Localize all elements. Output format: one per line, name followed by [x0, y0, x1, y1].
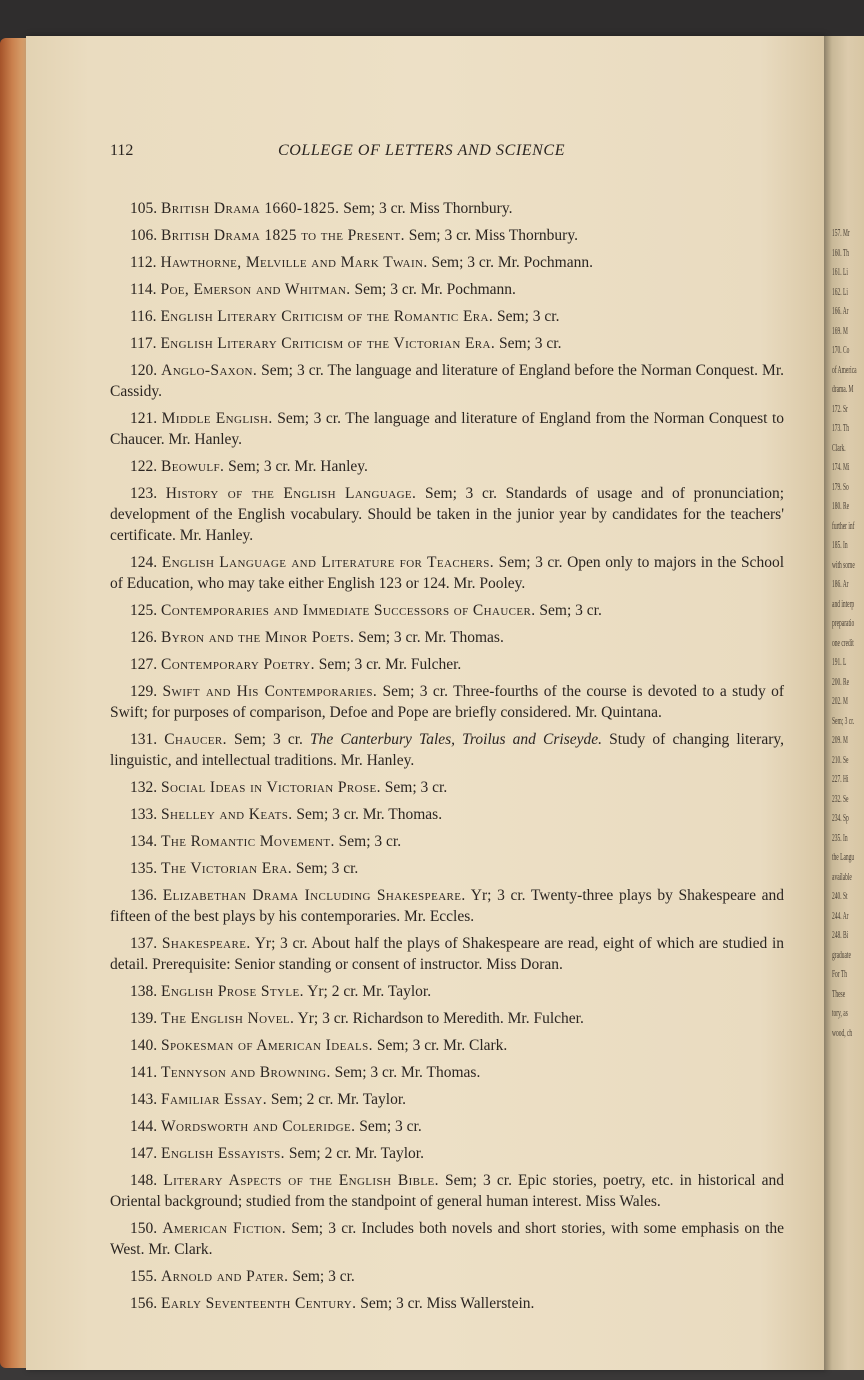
course-entry	[110, 408, 784, 450]
course-number: 125.	[130, 602, 158, 619]
course-number: 122.	[130, 458, 158, 475]
course-entry	[110, 279, 784, 300]
course-title: Beowulf.	[161, 458, 225, 475]
course-details: Sem; 3 cr. The language and literature of England from the Norman Conquest to Chaucer. Mr. Hanley.	[110, 410, 785, 448]
adjacent-page-fragment: with some	[832, 559, 855, 571]
course-number: 124.	[130, 554, 158, 571]
course-entry	[110, 831, 784, 852]
course-details: Sem; 3 cr.	[495, 335, 562, 352]
course-number: 143.	[130, 1091, 158, 1108]
course-number: 120.	[130, 362, 158, 379]
course-entry	[110, 681, 784, 723]
course-number: 156.	[130, 1295, 158, 1312]
course-entry	[110, 1035, 784, 1056]
course-entry	[110, 729, 784, 771]
course-title: Literary Aspects of the English Bible.	[163, 1172, 439, 1189]
course-details-cont: Study of changing literary, linguistic, and intellectual traditions. Mr. Hanley.	[110, 731, 784, 769]
course-details: Sem; 3 cr. Mr. Pochmann.	[350, 281, 516, 298]
course-title: Familiar Essay.	[161, 1091, 268, 1108]
page-header	[110, 142, 784, 166]
adjacent-page-fragment: 235. In	[832, 832, 848, 844]
course-title: Wordsworth and Coleridge.	[161, 1118, 356, 1135]
course-number: 126.	[130, 629, 158, 646]
course-entry	[110, 1062, 784, 1083]
course-title: Hawthorne, Melville and Mark Twain.	[160, 254, 428, 271]
course-title: Anglo-Saxon.	[161, 362, 258, 379]
course-title: Social Ideas in Victorian Prose.	[161, 779, 381, 796]
adjacent-page-fragment: preparatio	[832, 618, 855, 629]
course-title: Contemporary Poetry.	[161, 656, 315, 673]
course-details: Yr; 2 cr. Mr. Taylor.	[303, 983, 432, 1000]
course-entry	[110, 198, 784, 219]
course-title: History of the English Language.	[165, 485, 417, 502]
course-title: English Literary Criticism of the Romantic Era.	[160, 308, 494, 325]
course-title: The Victorian Era.	[161, 860, 292, 877]
course-number: 155.	[130, 1268, 158, 1285]
page-title: COLLEGE OF LETTERS AND SCIENCE	[278, 142, 566, 159]
course-title: British Drama 1825 to the Present.	[161, 227, 405, 244]
course-title: English Language and Literature for Teachers.	[161, 554, 495, 571]
course-number: 148.	[130, 1172, 158, 1189]
course-entry	[110, 1170, 784, 1212]
adjacent-page-fragment: 248. Bi	[832, 930, 849, 941]
course-number: 116.	[130, 308, 157, 325]
course-title: English Literary Criticism of the Victorian Era.	[160, 335, 496, 352]
course-entry	[110, 552, 784, 594]
course-number: 117.	[130, 335, 157, 352]
adjacent-page-fragment: 161. Li	[832, 267, 848, 278]
course-entry	[110, 333, 784, 354]
adjacent-page-fragment: 200. Re	[832, 676, 850, 688]
adjacent-page-fragment: 232. Se	[832, 793, 849, 805]
adjacent-page-fragment: 186. Ar	[832, 579, 849, 590]
course-entry	[110, 627, 784, 648]
adjacent-page-fragment: and interp	[832, 598, 855, 610]
course-list	[110, 198, 784, 1320]
course-number: 141.	[130, 1064, 158, 1081]
adjacent-page-strip	[824, 36, 864, 1370]
course-title: Arnold and Pater.	[161, 1268, 289, 1285]
adjacent-page-fragment: 202. M	[832, 696, 848, 707]
course-number: 137.	[130, 935, 158, 952]
course-details: Sem; 3 cr.	[288, 1268, 355, 1285]
course-entry	[110, 225, 784, 246]
course-number: 132.	[130, 779, 158, 796]
course-details: Sem; 2 cr. Mr. Taylor.	[267, 1091, 407, 1108]
adjacent-page-fragment: 172. Sr	[832, 403, 848, 415]
adjacent-page-fragment: 166. Ar	[832, 306, 849, 317]
course-entry	[110, 600, 784, 621]
course-entry	[110, 804, 784, 825]
course-title: Elizabethan Drama Including Shakespeare.	[162, 887, 466, 904]
course-title: The English Novel.	[161, 1010, 295, 1027]
course-details: Sem; 3 cr.	[355, 1118, 422, 1135]
course-details: Sem; 3 cr. Mr. Clark.	[372, 1037, 508, 1054]
course-number: 144.	[130, 1118, 158, 1135]
course-details: Sem; 3 cr. Mr. Fulcher.	[314, 656, 462, 673]
adjacent-page-fragment: of America	[832, 364, 857, 376]
course-entry	[110, 1089, 784, 1110]
course-title: English Prose Style.	[161, 983, 304, 1000]
adjacent-page-fragment: one credit	[832, 637, 854, 649]
course-number: 147.	[130, 1145, 158, 1162]
course-entry	[110, 1008, 784, 1029]
course-entry	[110, 456, 784, 477]
course-entry	[110, 1293, 784, 1314]
course-entry	[110, 1266, 784, 1287]
course-details: Sem; 3 cr. Open only to majors in the School of Education, who may take either English 123 or 124. Mr. Pooley.	[110, 554, 784, 592]
course-title: The Romantic Movement.	[161, 833, 335, 850]
course-details: Sem; 3 cr. Mr. Pochmann.	[427, 254, 593, 271]
course-title: Spokesman of American Ideals.	[161, 1037, 373, 1054]
course-number: 106.	[130, 227, 158, 244]
course-details: Sem; 3 cr. Mr. Thomas.	[330, 1064, 481, 1081]
adjacent-page-fragment: wood, ch	[832, 1027, 853, 1039]
course-details: Sem; 3 cr.	[291, 860, 359, 877]
course-details: Sem; 2 cr. Mr. Taylor.	[284, 1145, 424, 1162]
course-details: Sem; 3 cr. Standards of usage and of pronunciation; development of the English vocabulary. Should be taken in the junior year by candidates for the teachers' certificate. Mr. Hanley.	[110, 485, 785, 544]
course-number: 133.	[130, 806, 158, 823]
course-number: 135.	[130, 860, 158, 877]
adjacent-page-fragment: graduate	[832, 949, 851, 961]
adjacent-page-fragment: These	[832, 988, 846, 1000]
adjacent-page-fragment: further inf	[832, 520, 855, 532]
course-details: Sem; 3 cr.	[380, 779, 448, 796]
course-entry	[110, 252, 784, 273]
course-title: Swift and His Contemporaries.	[162, 683, 378, 700]
course-entry	[110, 654, 784, 675]
course-details: Sem; 3 cr.	[226, 731, 311, 748]
course-title: Contemporaries and Immediate Successors of Chaucer.	[161, 602, 536, 619]
adjacent-page-fragment: drama. M	[832, 384, 854, 395]
course-details: Sem; 3 cr. The language and literature of England before the Norman Conquest. Mr. Cassidy.	[110, 362, 785, 400]
adjacent-page-fragment: 162. Li	[832, 286, 848, 298]
adjacent-page-fragment: 160. Th	[832, 247, 850, 259]
course-title: Poe, Emerson and Whitman.	[160, 281, 351, 298]
adjacent-page-fragment: Sem; 3 cr.	[832, 715, 855, 727]
adjacent-page-fragment: 179. So	[832, 481, 849, 493]
course-details: Sem; 3 cr. Miss Wallerstein.	[356, 1295, 535, 1312]
course-details: Sem; 3 cr. Mr. Hanley.	[224, 458, 368, 475]
course-entry	[110, 1116, 784, 1137]
adjacent-page-fragment: 191. L	[832, 657, 847, 668]
course-title: Chaucer.	[164, 731, 227, 748]
adjacent-page-fragment: available	[832, 871, 852, 883]
course-number: 138.	[130, 983, 158, 1000]
course-texts: The Canterbury Tales, Troilus and Criseyde.	[310, 731, 602, 748]
course-number: 134.	[130, 833, 158, 850]
course-entry	[110, 933, 784, 975]
course-number: 150.	[130, 1220, 158, 1237]
adjacent-page-fragment: 185. In	[832, 540, 848, 551]
adjacent-page-fragment: 157. Mr	[832, 228, 850, 239]
course-number: 127.	[130, 656, 158, 673]
course-details: Sem; 3 cr. Includes both novels and short stories, with some emphasis on the West. Mr. Clark.	[110, 1220, 785, 1258]
course-number: 131.	[130, 731, 158, 748]
adjacent-page-fragment: 227. Hi	[832, 774, 849, 785]
course-entry	[110, 981, 784, 1002]
course-entry	[110, 483, 784, 546]
course-number: 114.	[130, 281, 157, 298]
course-number: 105.	[130, 200, 158, 217]
adjacent-page-fragment: 234. Sp	[832, 813, 849, 824]
adjacent-page-fragment: 209. M	[832, 735, 848, 746]
course-details: Sem; 3 cr. Miss Thornbury.	[339, 200, 513, 217]
adjacent-page-fragment: 240. St	[832, 891, 848, 902]
course-entry	[110, 1218, 784, 1260]
course-number: 139.	[130, 1010, 158, 1027]
course-entry	[110, 858, 784, 879]
course-details: Sem; 3 cr. Epic stories, poetry, etc. in historical and Oriental background; studied from the standpoint of general human interest. Miss Wales.	[110, 1172, 785, 1210]
course-entry	[110, 777, 784, 798]
adjacent-page-fragment: 169. M	[832, 325, 848, 337]
course-title: American Fiction.	[162, 1220, 287, 1237]
course-title: Byron and the Minor Poets.	[161, 629, 355, 646]
course-details: Yr; 3 cr. Richardson to Meredith. Mr. Fulcher.	[294, 1010, 584, 1027]
course-title: Shakespeare.	[161, 935, 251, 952]
course-details: Sem; 3 cr. Three-fourths of the course is devoted to a study of Swift; for purposes of comparison, Defoe and Pope are briefly considered. Mr. Quintana.	[110, 683, 784, 721]
course-number: 136.	[130, 887, 158, 904]
adjacent-page-fragment: the Langu	[832, 852, 855, 863]
adjacent-page-fragment: tory, as	[832, 1008, 848, 1019]
course-details: Sem; 3 cr. Mr. Thomas.	[354, 629, 504, 646]
page-number: 112	[110, 142, 134, 159]
course-number: 140.	[130, 1037, 158, 1054]
course-details: Yr; 3 cr. About half the plays of Shakespeare are read, eight of which are studied in detail. Prerequisite: Senior standing or consent of instructor. Miss Doran.	[110, 935, 785, 973]
adjacent-page-fragment: 210. Se	[832, 754, 849, 766]
course-entry	[110, 306, 784, 327]
course-details: Sem; 3 cr.	[535, 602, 602, 619]
course-details: Yr; 3 cr. Twenty-three plays by Shakespeare and fifteen of the best plays by his contemporaries. Mr. Eccles.	[110, 887, 784, 925]
adjacent-page-fragment: 174. Mi	[832, 462, 850, 473]
course-title: British Drama 1660-1825.	[161, 200, 340, 217]
adjacent-page-fragment: 244. Ar	[832, 910, 849, 922]
course-number: 123.	[130, 485, 158, 502]
adjacent-page-fragment: 170. Co	[832, 345, 850, 356]
course-title: English Essayists.	[161, 1145, 285, 1162]
course-title: Early Seventeenth Century.	[161, 1295, 357, 1312]
course-entry	[110, 885, 784, 927]
course-details: Sem; 3 cr.	[493, 308, 560, 325]
course-entry	[110, 1143, 784, 1164]
adjacent-page-fragment: For Th	[832, 969, 848, 980]
adjacent-page-fragment: Clark.	[832, 442, 846, 454]
adjacent-page-fragment: 173. Th	[832, 423, 850, 434]
adjacent-page-fragment: 180. Re	[832, 501, 850, 512]
course-entry	[110, 360, 784, 402]
course-number: 129.	[130, 683, 158, 700]
course-title: Shelley and Keats.	[161, 806, 293, 823]
course-number: 112.	[130, 254, 157, 271]
course-title: Tennyson and Browning.	[161, 1064, 331, 1081]
course-number: 121.	[130, 410, 158, 427]
course-details: Sem; 3 cr. Miss Thornbury.	[404, 227, 578, 244]
course-details: Sem; 3 cr. Mr. Thomas.	[292, 806, 443, 823]
course-details: Sem; 3 cr.	[334, 833, 402, 850]
course-title: Middle English.	[161, 410, 273, 427]
